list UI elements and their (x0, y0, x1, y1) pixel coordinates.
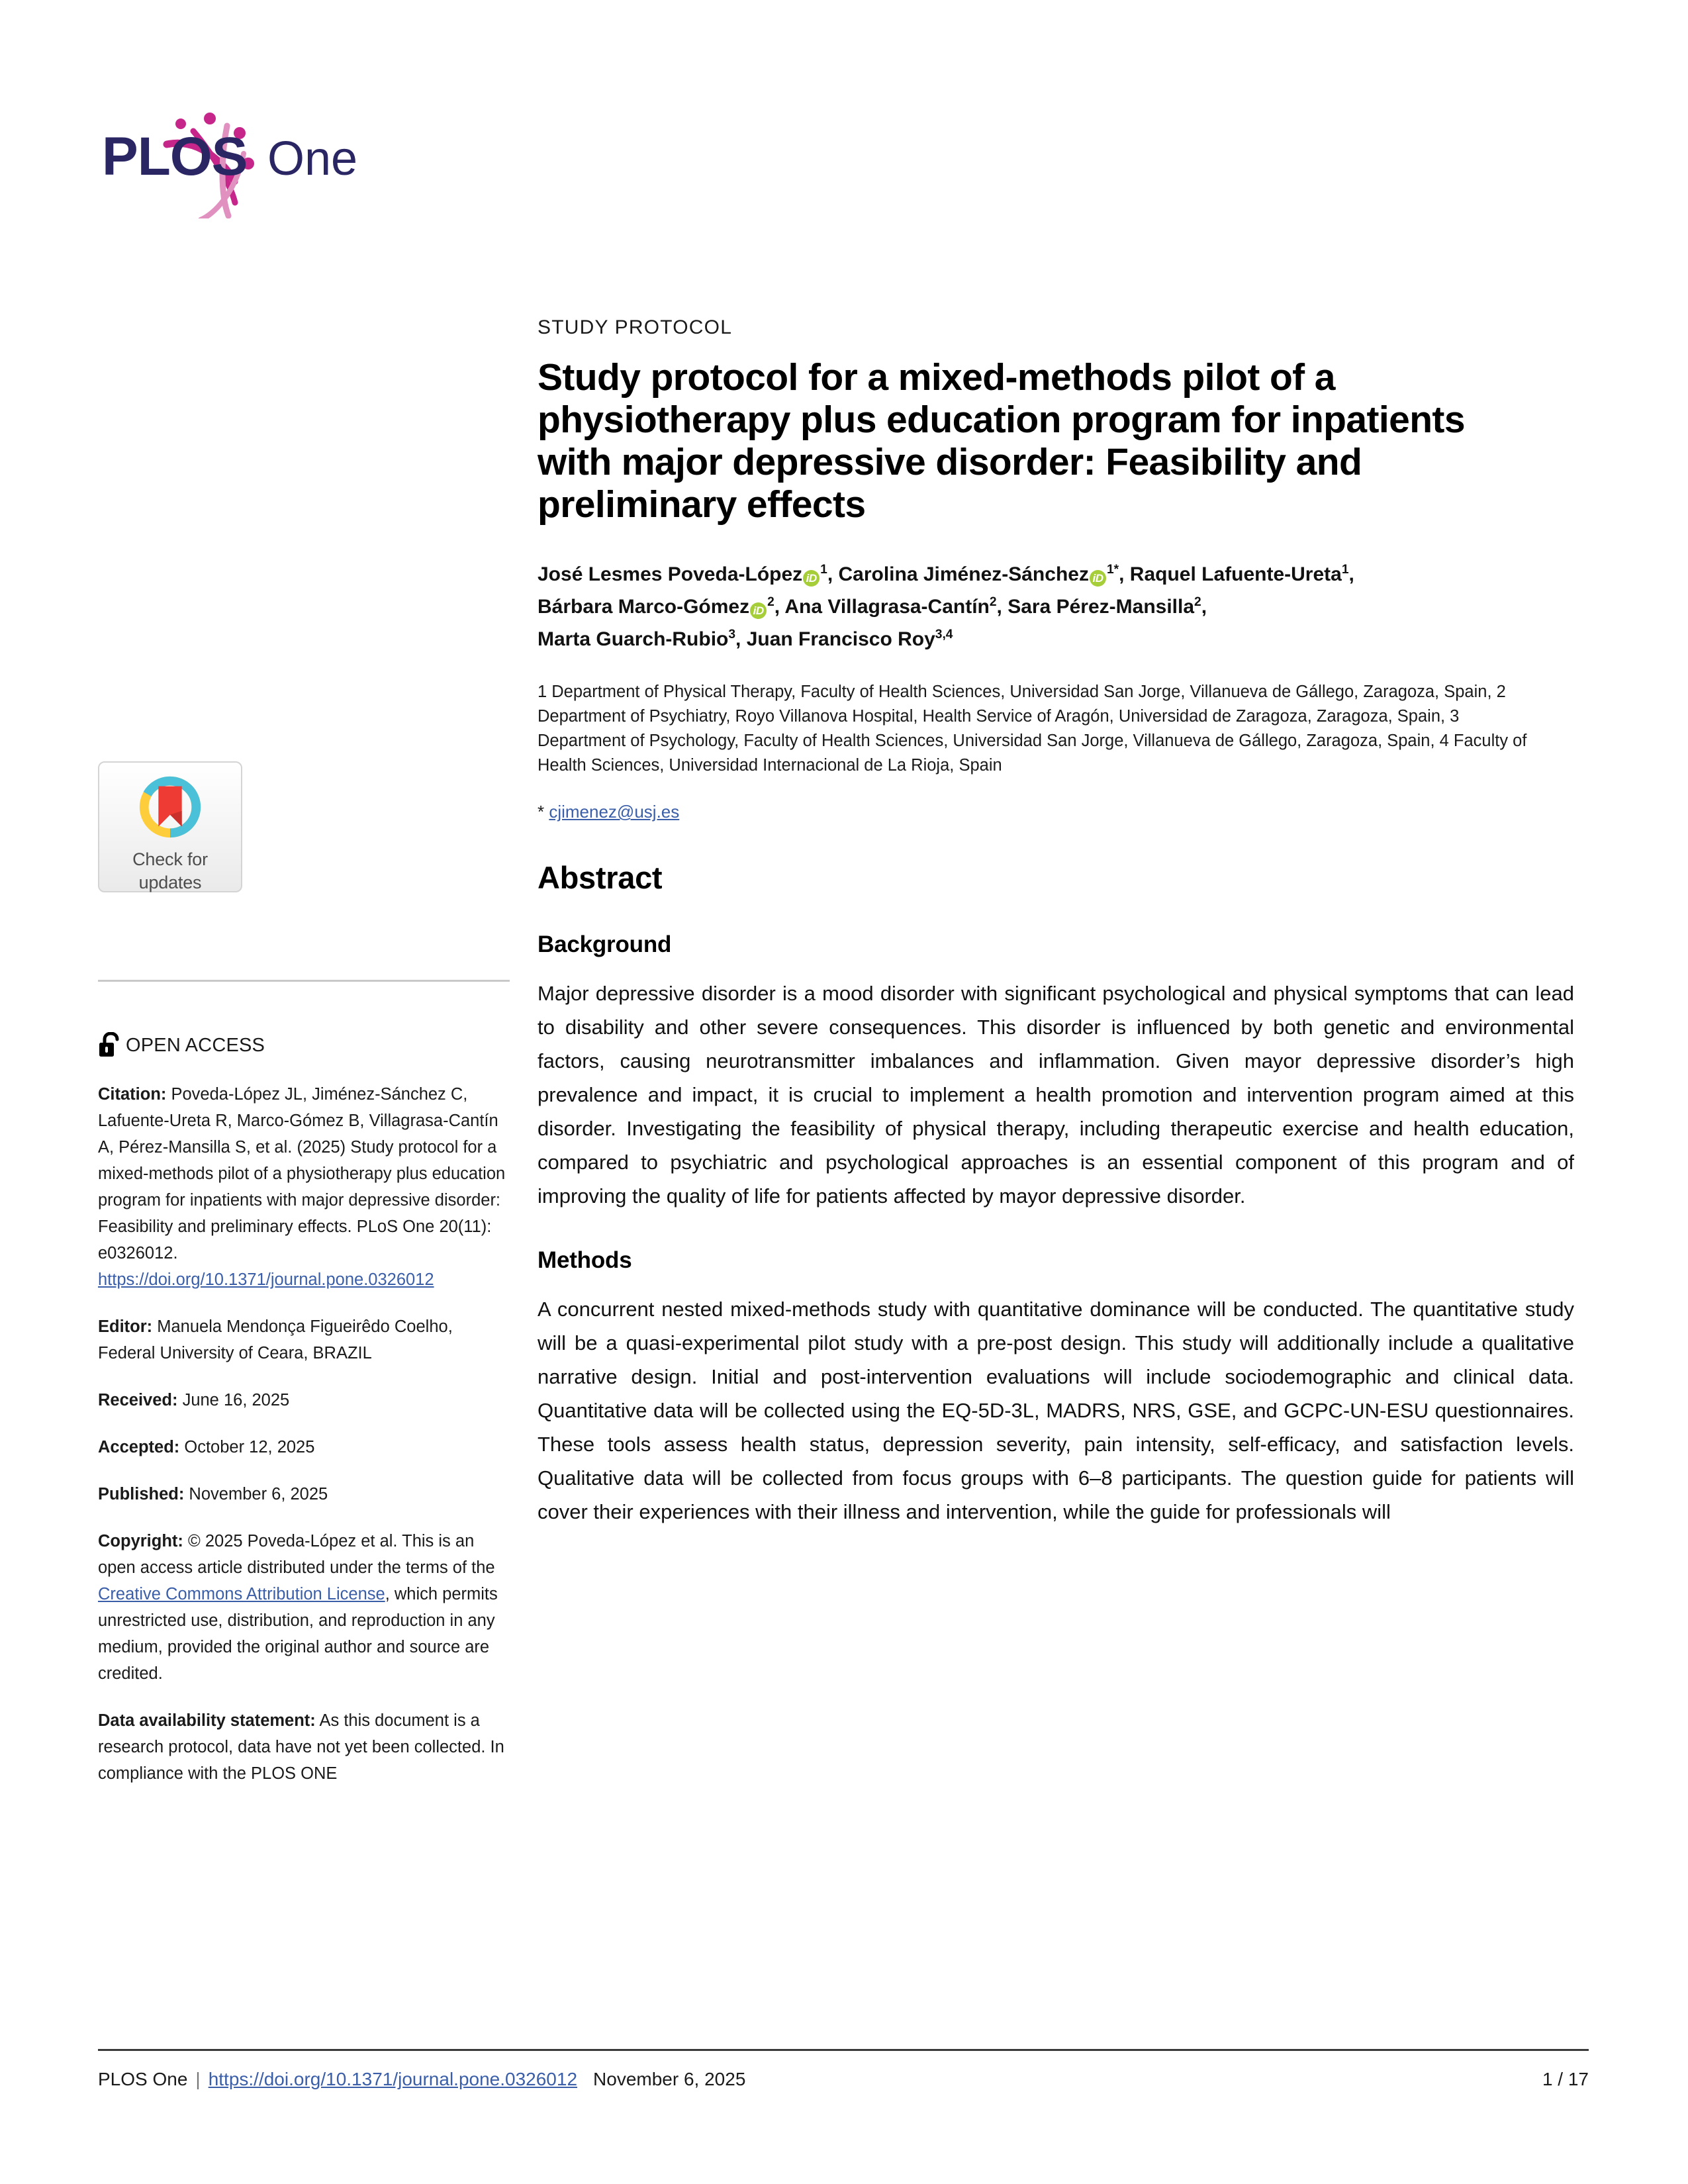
footer-doi-link[interactable]: https://doi.org/10.1371/journal.pone.0326012 (208, 2069, 578, 2089)
author-affil-sup: 2 (989, 595, 997, 609)
copyright-text-a: © 2025 Poveda-López et al. This is an open access article distributed under the terms of the (98, 1532, 495, 1577)
editor-label: Editor: (98, 1317, 153, 1336)
author-affil-sup: 3 (728, 628, 736, 641)
published-text: November 6, 2025 (184, 1485, 328, 1503)
footer-divider (98, 2049, 1589, 2051)
author-sep: , (1201, 596, 1207, 618)
affiliations: 1 Department of Physical Therapy, Faculty of Health Sciences, Universidad San Jorge, Villanueva de Gállego, Zaragoza, Spain, 2 Department of Psychiatry, Royo Villanova Hospital, Health Service of Aragón, Universidad de Zaragoza, Zaragoza, Spain, 3 Department of Psychology, Faculty of Health Sciences, Universidad San Jorge, Villanueva de Gállego, Zaragoza, Spain, 4 Faculty of Health Sciences, Universidad Internacional de La Rioja, Spain (538, 683, 1527, 775)
cc-license-link[interactable]: Creative Commons Attribution License (98, 1585, 385, 1603)
svg-text:One: One (267, 132, 358, 185)
citation-doi-link[interactable]: https://doi.org/10.1371/journal.pone.0326012 (98, 1270, 434, 1289)
author-affil-sup: 2 (1194, 595, 1201, 609)
data-availability-label: Data availability statement: (98, 1711, 316, 1730)
open-access-row (98, 1032, 512, 1059)
received-block (98, 1387, 512, 1413)
plos-one-logo-svg (93, 93, 437, 218)
author-name: , Sara Pérez-Mansilla (996, 596, 1195, 618)
editor-block (98, 1313, 512, 1366)
sidebar-divider (98, 980, 510, 982)
author-name: , Raquel Lafuente-Ureta (1119, 563, 1342, 585)
footer-date: November 6, 2025 (593, 2069, 746, 2089)
main-column (538, 316, 1574, 1529)
author-name: , Carolina Jiménez-Sánchez (827, 563, 1089, 585)
methods-paragraph: A concurrent nested mixed-methods study with quantitative dominance will be conducted. The quantitative study will be a quasi-experimental pilot study with a pre-post design. This study will additionally include a qualitative narrative design. Initial and post-intervention evaluations will include sociodemographic and clinical data. Quantitative data will be collected using the EQ-5D-3L, MADRS, NRS, GSE, and GCPC-UN-ESU questionnaires. These tools assess health status, depression severity, pain intensity, self-efficacy, and satisfaction levels. Qualitative data will be collected from focus groups with 6–8 participants. The question guide for patients will cover their experiences with their illness and intervention, while the guide for professionals will (538, 1298, 1574, 1523)
footer-page-number: 1 / 17 (1542, 2069, 1589, 2089)
crossmark-badge[interactable] (98, 761, 242, 892)
abstract-heading: Abstract (538, 860, 663, 895)
published-block (98, 1481, 512, 1507)
open-lock-icon (98, 1032, 120, 1059)
footer-separator: | (195, 2069, 201, 2089)
received-text: June 16, 2025 (177, 1391, 290, 1409)
article-type-kicker: STUDY PROTOCOL (538, 316, 733, 338)
author-sep: , (1348, 563, 1354, 585)
crossmark-icon (131, 772, 209, 843)
author-name: Bárbara Marco-Gómez (538, 596, 750, 618)
accepted-text: October 12, 2025 (179, 1438, 315, 1456)
crossmark-label-line1: Check for (132, 849, 208, 869)
author-affil-sup: 1 (820, 563, 827, 577)
accepted-label: Accepted: (98, 1438, 180, 1456)
corresponding-marker: * (538, 802, 549, 822)
corresponding-email-link[interactable]: cjimenez@usj.es (549, 802, 680, 822)
citation-text: Poveda-López JL, Jiménez-Sánchez C, Lafuente-Ureta R, Marco-Gómez B, Villagrasa-Cantín A, Pérez-Mansilla S, et al. (2025) Study protocol for a mixed-methods pilot of a physiotherapy plus education program for inpatients with major depressive disorder: Feasibility and preliminary effects. PLoS One 20(11): e0326012. (98, 1085, 506, 1262)
page-footer (98, 2069, 1589, 2090)
author-affil-sup: 2 (767, 595, 774, 609)
published-label: Published: (98, 1485, 185, 1503)
open-access-label: OPEN ACCESS (126, 1034, 265, 1056)
orcid-icon[interactable]: iD (803, 570, 820, 587)
copyright-block (98, 1528, 512, 1687)
orcid-icon[interactable]: iD (750, 602, 767, 619)
author-affil-sup: 3,4 (935, 628, 953, 641)
author-name: , Ana Villagrasa-Cantín (774, 596, 990, 618)
corresponding-author (538, 802, 1574, 822)
background-paragraph: Major depressive disorder is a mood disorder with significant psychological and physical symptoms that can lead to disability and other severe consequences. This disorder is influenced by both genetic and environmental factors, causing neurotransmitter imbalances and inflammation. Given mayor depressive disorder’s high prevalence and impact, it is crucial to implement a health promotion and intervention program aimed at this disorder. Investigating the feasibility of physical therapy, including therapeutic exercise and health education, compared to psychiatric and psychological approaches is an essential component of this program and of improving the quality of life for patients affected by mayor depressive disorder. (538, 982, 1574, 1208)
sidebar (98, 761, 512, 1787)
author-name: José Lesmes Poveda-López (538, 563, 803, 585)
author-affil-sup: 1 (1341, 563, 1349, 577)
accepted-block (98, 1434, 512, 1460)
author-name: Marta Guarch-Rubio (538, 628, 729, 650)
author-affil-sup: 1* (1106, 563, 1119, 577)
data-availability-block (98, 1707, 512, 1787)
author-list (538, 556, 1537, 653)
editor-text: Manuela Mendonça Figueirêdo Coelho, Federal University of Ceara, BRAZIL (98, 1317, 453, 1362)
orcid-icon[interactable]: iD (1090, 570, 1106, 587)
svg-text:PLOS: PLOS (102, 126, 248, 187)
background-heading: Background (538, 931, 672, 957)
author-name: , Juan Francisco Roy (735, 628, 935, 650)
crossmark-label-line2: updates (138, 873, 202, 892)
copyright-text-b: , which permits unrestricted use, distribution, and reproduction in any medium, provided the original author and source are credited. (98, 1585, 498, 1683)
plos-one-logo (93, 93, 437, 218)
copyright-label: Copyright: (98, 1532, 183, 1550)
citation-label: Citation: (98, 1085, 167, 1104)
data-availability-text: As this document is a research protocol, data have not yet been collected. In compliance with the PLOS ONE (98, 1711, 504, 1783)
citation-block (98, 1081, 512, 1293)
footer-journal-name: PLOS One (98, 2069, 188, 2089)
page-title: Study protocol for a mixed-methods pilot of a physiotherapy plus education program for inpatients with major depressive disorder: Feasibility and preliminary effects (538, 356, 1465, 526)
received-label: Received: (98, 1391, 178, 1409)
methods-heading: Methods (538, 1247, 632, 1273)
